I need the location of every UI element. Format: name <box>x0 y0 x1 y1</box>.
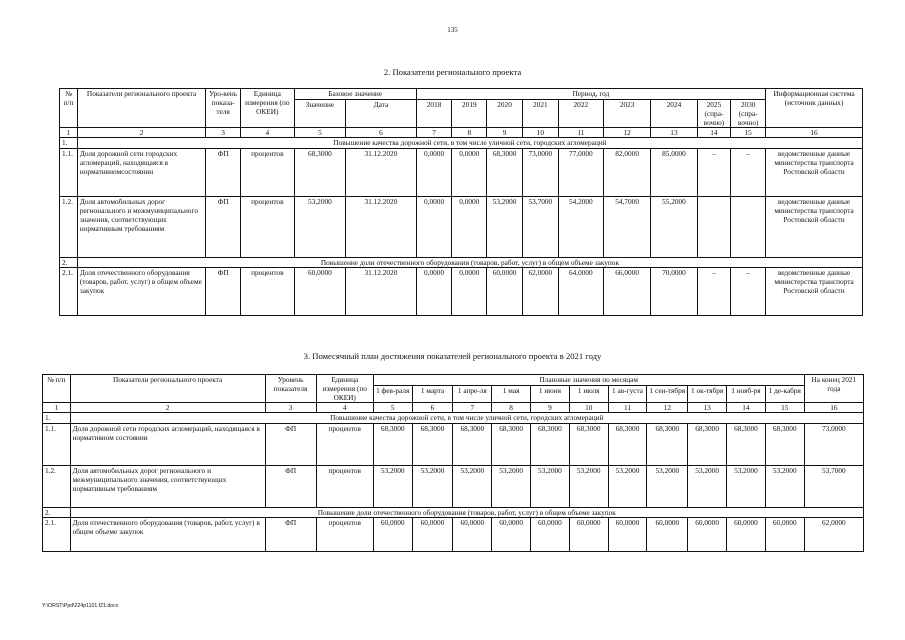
month-header: 1 апре-ля <box>453 386 492 403</box>
month-value: 53,2000 <box>727 465 766 507</box>
year-value: 0,0000 <box>452 267 487 315</box>
month-value: 53,2000 <box>569 465 608 507</box>
year-value <box>731 196 766 257</box>
column-number: 1 <box>60 128 78 138</box>
monthly-plan-table <box>42 374 864 552</box>
section-title: Повышение доли отечественного оборудования (товаров, работ, услуг) в общем объеме закупок <box>70 507 863 517</box>
year-value: 82,0000 <box>603 148 650 196</box>
header-row <box>43 375 864 386</box>
col-period-header: Период, год <box>416 89 765 100</box>
indicator-unit: процентов <box>240 196 294 257</box>
year-value: 77,0000 <box>558 148 603 196</box>
column-number: 8 <box>452 128 487 138</box>
month-value: 60,0000 <box>453 517 492 551</box>
column-number: 16 <box>766 128 863 138</box>
col-base-date-header: Дата <box>346 100 417 128</box>
year-value: 85,0000 <box>651 148 697 196</box>
col-indicator-header: Показатели регионального проекта <box>70 375 265 403</box>
indicator-row <box>60 267 863 315</box>
regional-indicators-table <box>59 88 863 316</box>
section-number: 1. <box>60 138 78 148</box>
month-value: 68,3000 <box>373 423 412 465</box>
col-unit-header: Единица измерения (по ОКЕИ) <box>240 89 294 128</box>
column-number: 16 <box>804 403 863 413</box>
section-title: Повышение доли отечественного оборудования (товаров, работ, услуг) в общем объеме закупок <box>77 257 862 267</box>
column-number: 15 <box>731 128 766 138</box>
month-value: 68,3000 <box>492 423 531 465</box>
month-header: 1 ок-тября <box>688 386 727 403</box>
row-number: 1.1. <box>43 423 71 465</box>
data-source: ведомственные данные министерства транспорта Ростовской области <box>766 148 863 196</box>
section-row <box>60 138 863 148</box>
section-row <box>43 413 864 423</box>
month-value: 68,3000 <box>569 423 608 465</box>
month-value: 60,0000 <box>647 517 688 551</box>
column-number: 11 <box>558 128 603 138</box>
data-source: ведомственные данные министерства транспорта Ростовской области <box>766 196 863 257</box>
indicator-row <box>43 465 864 507</box>
column-number: 5 <box>294 128 346 138</box>
column-number: 10 <box>522 128 558 138</box>
indicator-name: Доля отечественного оборудования (товаров, работ, услуг) в общем объеме закупок <box>70 517 265 551</box>
column-number: 8 <box>492 403 531 413</box>
section-number: 2. <box>43 507 71 517</box>
year-end-value: 53,7000 <box>804 465 863 507</box>
column-number: 6 <box>412 403 453 413</box>
year-header: 2030 (спра-вочно) <box>731 100 766 128</box>
section-title: Повышение качества дорожной сети, в том числе уличной сети, городских агломераций <box>70 413 863 423</box>
indicator-level: ФП <box>265 465 316 507</box>
year-header: 2025 (спра-вочно) <box>697 100 731 128</box>
year-header: 2020 <box>487 100 523 128</box>
month-value: 53,2000 <box>492 465 531 507</box>
section-2-title: 2. Показатели регионального проекта <box>383 67 522 77</box>
month-value: 53,2000 <box>647 465 688 507</box>
column-number: 9 <box>487 128 523 138</box>
indicator-row <box>60 148 863 196</box>
indicator-unit: процентов <box>240 148 294 196</box>
year-value: – <box>697 148 731 196</box>
year-value: 0,0000 <box>452 196 487 257</box>
year-value: – <box>697 267 731 315</box>
month-value: 60,0000 <box>492 517 531 551</box>
row-number: 1.2. <box>60 196 78 257</box>
column-number: 6 <box>346 128 417 138</box>
base-value: 60,0000 <box>294 267 346 315</box>
col-planned-header: Плановые значения по месяцам <box>373 375 804 386</box>
row-number: 1.2. <box>43 465 71 507</box>
col-indicator-header: Показатели регионального проекта <box>77 89 205 128</box>
column-number: 9 <box>531 403 570 413</box>
year-value: 54,2000 <box>558 196 603 257</box>
month-value: 53,2000 <box>608 465 647 507</box>
month-header: 1 нояб-ря <box>727 386 766 403</box>
indicator-level: ФП <box>206 148 241 196</box>
month-header: 1 фев-раля <box>373 386 412 403</box>
indicator-name: Доля автомобильных дорог регионального и межмуниципального значения, соответствующих нормативным требованиям <box>77 196 205 257</box>
col-level-header: Уровень показателя <box>265 375 316 403</box>
section-title: Повышение качества дорожной сети, в том числе уличной сети, городских агломераций <box>77 138 862 148</box>
month-header: 1 сен-тября <box>647 386 688 403</box>
indicator-name: Доля дорожной сети городских агломераций, находящаяся в нормативном состоянии <box>70 423 265 465</box>
month-value: 53,2000 <box>412 465 453 507</box>
indicator-row <box>43 517 864 551</box>
indicator-unit: процентов <box>316 465 373 507</box>
month-value: 53,2000 <box>765 465 804 507</box>
column-number: 3 <box>265 403 316 413</box>
year-value: 0,0000 <box>416 267 452 315</box>
month-value: 60,0000 <box>608 517 647 551</box>
indicator-level: ФП <box>265 423 316 465</box>
month-value: 68,3000 <box>765 423 804 465</box>
month-value: 60,0000 <box>688 517 727 551</box>
year-value: 0,0000 <box>416 148 452 196</box>
indicator-level: ФП <box>206 267 241 315</box>
indicator-name: Доля автомобильных дорог регионального и межмуниципального значения, соответствующих нормативным требованиям <box>70 465 265 507</box>
section-row <box>60 257 863 267</box>
column-number: 13 <box>688 403 727 413</box>
col-source-header: Информационная система (источник данных) <box>766 89 863 128</box>
month-value: 60,0000 <box>569 517 608 551</box>
column-number: 5 <box>373 403 412 413</box>
indicator-unit: процентов <box>240 267 294 315</box>
col-base-value-header: Значение <box>294 100 346 128</box>
month-header: 1 ав-густа <box>608 386 647 403</box>
column-number: 10 <box>569 403 608 413</box>
year-header: 2019 <box>452 100 487 128</box>
base-date: 31.12.2020 <box>346 267 417 315</box>
month-value: 68,3000 <box>727 423 766 465</box>
month-value: 53,2000 <box>531 465 570 507</box>
column-number: 7 <box>416 128 452 138</box>
column-number: 1 <box>43 403 71 413</box>
month-value: 60,0000 <box>765 517 804 551</box>
indicator-name: Доля дорожной сети городских агломераций, находящаяся в нормативномсостоянии <box>77 148 205 196</box>
column-numbers-row <box>60 128 863 138</box>
column-number: 2 <box>70 403 265 413</box>
year-value: 66,0000 <box>603 267 650 315</box>
base-value: 53,2000 <box>294 196 346 257</box>
col-level-header: Уро-вень показа-теля <box>206 89 241 128</box>
col-base-header: Базовое значение <box>294 89 416 100</box>
section-number: 2. <box>60 257 78 267</box>
column-number: 14 <box>727 403 766 413</box>
row-number: 2.1. <box>60 267 78 315</box>
column-number: 3 <box>206 128 241 138</box>
month-header: 1 марта <box>412 386 453 403</box>
indicator-name: Доля отечественного оборудования (товаров, работ, услуг) в общем объеме закупок <box>77 267 205 315</box>
year-value: 0,0000 <box>416 196 452 257</box>
page-number: 135 <box>447 26 458 34</box>
header-row <box>60 89 863 100</box>
column-number: 12 <box>603 128 650 138</box>
month-value: 68,3000 <box>608 423 647 465</box>
year-header: 2022 <box>558 100 603 128</box>
year-value: 62,0000 <box>522 267 558 315</box>
year-value: 55,2000 <box>651 196 697 257</box>
year-header: 2021 <box>522 100 558 128</box>
month-header: 1 июня <box>531 386 570 403</box>
col-unit-header: Единица измерения (по ОКЕИ) <box>316 375 373 403</box>
indicator-level: ФП <box>206 196 241 257</box>
data-source: ведомственные данные министерства транспорта Ростовской области <box>766 267 863 315</box>
year-value: 53,2000 <box>487 196 523 257</box>
column-number: 4 <box>240 128 294 138</box>
indicator-unit: процентов <box>316 517 373 551</box>
column-number: 2 <box>77 128 205 138</box>
indicator-row <box>60 196 863 257</box>
indicator-unit: процентов <box>316 423 373 465</box>
column-numbers-row <box>43 403 864 413</box>
section-3-title: 3. Помесячный план достижения показателей регионального проекта в 2021 году <box>303 351 602 361</box>
indicator-row <box>43 423 864 465</box>
col-year-end-header: На конец 2021 года <box>804 375 863 403</box>
row-number: 1.1. <box>60 148 78 196</box>
month-header: 1 де-кабря <box>765 386 804 403</box>
base-value: 68,3000 <box>294 148 346 196</box>
year-value: 68,3000 <box>487 148 523 196</box>
year-value <box>697 196 731 257</box>
month-value: 68,3000 <box>412 423 453 465</box>
month-value: 60,0000 <box>727 517 766 551</box>
row-number: 2.1. <box>43 517 71 551</box>
year-value: – <box>731 148 766 196</box>
section-row <box>43 507 864 517</box>
month-header: 1 мая <box>492 386 531 403</box>
month-value: 68,3000 <box>647 423 688 465</box>
year-value: 60,0000 <box>487 267 523 315</box>
month-value: 68,3000 <box>688 423 727 465</box>
month-header: 1 июля <box>569 386 608 403</box>
file-path-footer: Y:\ORST\Ppd\224p1101.f21.docx <box>42 603 119 609</box>
month-value: 53,2000 <box>373 465 412 507</box>
year-header: 2023 <box>603 100 650 128</box>
year-value: 0,0000 <box>452 148 487 196</box>
year-value: – <box>731 267 766 315</box>
column-number: 14 <box>697 128 731 138</box>
year-header: 2024 <box>651 100 697 128</box>
year-value: 73,0000 <box>522 148 558 196</box>
year-value: 54,7000 <box>603 196 650 257</box>
column-number: 7 <box>453 403 492 413</box>
col-num-header: № п/п <box>60 89 78 128</box>
month-value: 60,0000 <box>373 517 412 551</box>
month-value: 60,0000 <box>412 517 453 551</box>
column-number: 13 <box>651 128 697 138</box>
year-end-value: 62,0000 <box>804 517 863 551</box>
column-number: 12 <box>647 403 688 413</box>
column-number: 15 <box>765 403 804 413</box>
year-value: 53,7000 <box>522 196 558 257</box>
column-number: 11 <box>608 403 647 413</box>
column-number: 4 <box>316 403 373 413</box>
month-value: 68,3000 <box>453 423 492 465</box>
month-value: 68,3000 <box>531 423 570 465</box>
base-date: 31.12.2020 <box>346 196 417 257</box>
month-value: 60,0000 <box>531 517 570 551</box>
year-header: 2018 <box>416 100 452 128</box>
year-value: 70,0000 <box>651 267 697 315</box>
year-value: 64,0000 <box>558 267 603 315</box>
base-date: 31.12.2020 <box>346 148 417 196</box>
indicator-level: ФП <box>265 517 316 551</box>
month-value: 53,2000 <box>453 465 492 507</box>
col-num-header: № п/п <box>43 375 71 403</box>
month-value: 53,2000 <box>688 465 727 507</box>
year-end-value: 73,0000 <box>804 423 863 465</box>
section-number: 1. <box>43 413 71 423</box>
